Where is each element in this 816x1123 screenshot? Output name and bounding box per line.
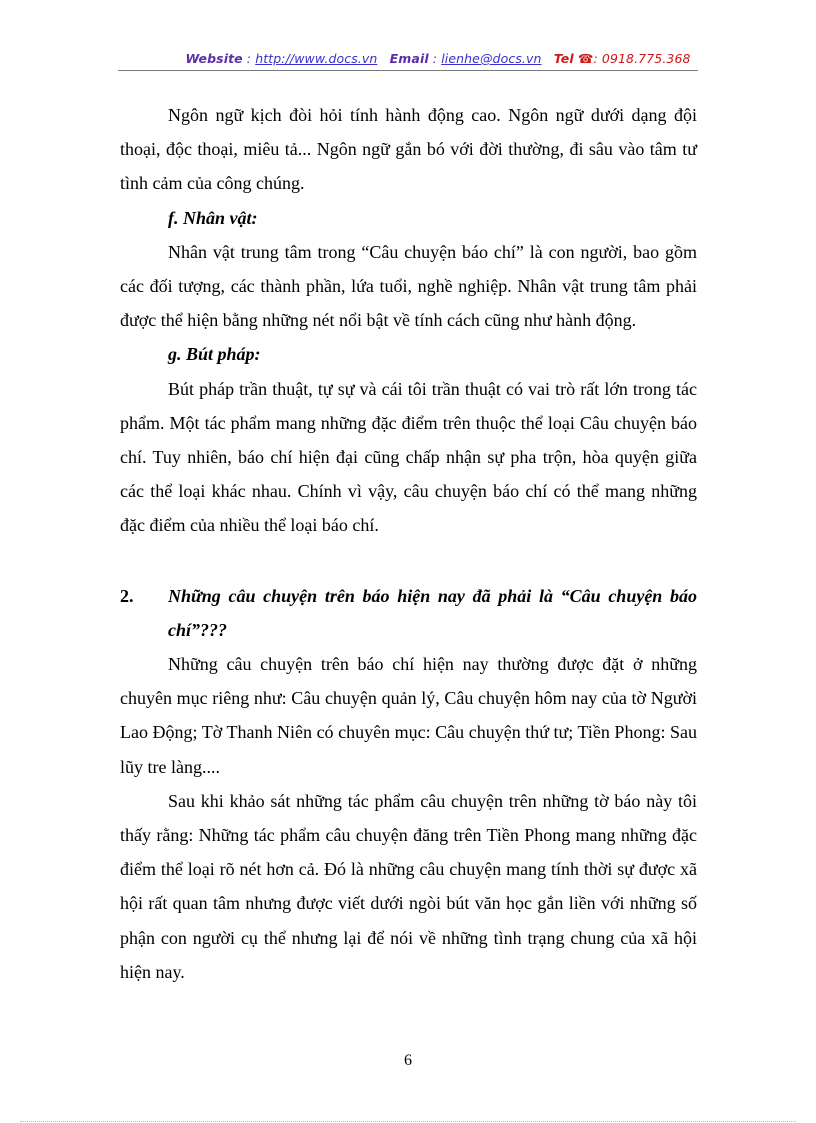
email-label: Email [389, 51, 429, 66]
paragraph-language: Ngôn ngữ kịch đòi hỏi tính hành động cao. Ngôn ngữ dưới dạng đội thoại, độc thoại, miêu tả... Ngôn ngữ gắn bó với đời thường, đi sâu vào tâm tư tình cảm của công chúng. [120, 105, 697, 194]
section-2-heading [120, 579, 697, 647]
email-separator: : [428, 51, 442, 66]
website-label: Website [185, 51, 243, 66]
header-rule [118, 70, 698, 71]
tel-label: Tel [553, 51, 574, 66]
email-link[interactable]: lienhe@docs.vn [441, 51, 542, 66]
phone-icon: ☎ [577, 51, 594, 66]
paragraph-style: Bút pháp trần thuật, tự sự và cái tôi trần thuật có vai trò rất lớn trong tác phẩm. Một tác phẩm mang những đặc điểm trên thuộc thể loại Câu chuyện báo chí. Tuy nhiên, báo chí hiện đại cũng chấp nhận sự pha trộn, hòa quyện giữa các thể loại khác nhau. Chính vì vậy, câu chuyện báo chí có thể mang những đặc điểm của nhiều thể loại báo chí. [120, 378, 697, 536]
page-header [0, 51, 816, 66]
paragraph-character: Nhân vật trung tâm trong “Câu chuyện báo chí” là con người, bao gồm các đối tượng, các thành phần, lứa tuổi, nghề nghiệp. Nhân vật trung tâm phải được thể hiện bằng những nét nổi bật về tính cách cũng như hành động. [120, 241, 697, 331]
website-link[interactable]: http://www.docs.vn [255, 51, 378, 66]
section-2-title: Những câu chuyện trên báo hiện nay đã phải là “Câu chuyện báo chí”??? [168, 585, 697, 640]
section-2-number: 2. [120, 585, 134, 606]
paragraph-columns: Những câu chuyện trên báo chí hiện nay thường được đặt ở những chuyên mục riêng như: Câu chuyện quản lý, Câu chuyện hôm nay của tờ Người Lao Động; Tờ Thanh Niên có chuyên mục: Câu chuyện thứ tư; Tiền Phong: Sau lũy tre làng.... [120, 654, 697, 777]
website-separator: : [242, 51, 256, 66]
heading-character: f. Nhân vật: [168, 207, 258, 228]
page-number: 6 [404, 1052, 412, 1069]
footer-dotted-line [20, 1121, 796, 1122]
heading-style: g. Bút pháp: [168, 344, 261, 365]
section-gap [120, 543, 697, 579]
paragraph-survey: Sau khi khảo sát những tác phẩm câu chuyện trên những tờ báo này tôi thấy rằng: Những tác phẩm câu chuyện đăng trên Tiền Phong mang những đặc điểm thể loại rõ nét hơn cả. Đó là những câu chuyện mang tính thời sự được xã hội rất quan tâm nhưng được viết dưới ngòi bút văn học gắn liền với những số phận con người cụ thể nhưng lại để nói về những tình trạng chung của xã hội hiện nay. [120, 790, 697, 982]
page-content [120, 98, 697, 989]
phone-number: : 0918.775.368 [593, 51, 691, 66]
